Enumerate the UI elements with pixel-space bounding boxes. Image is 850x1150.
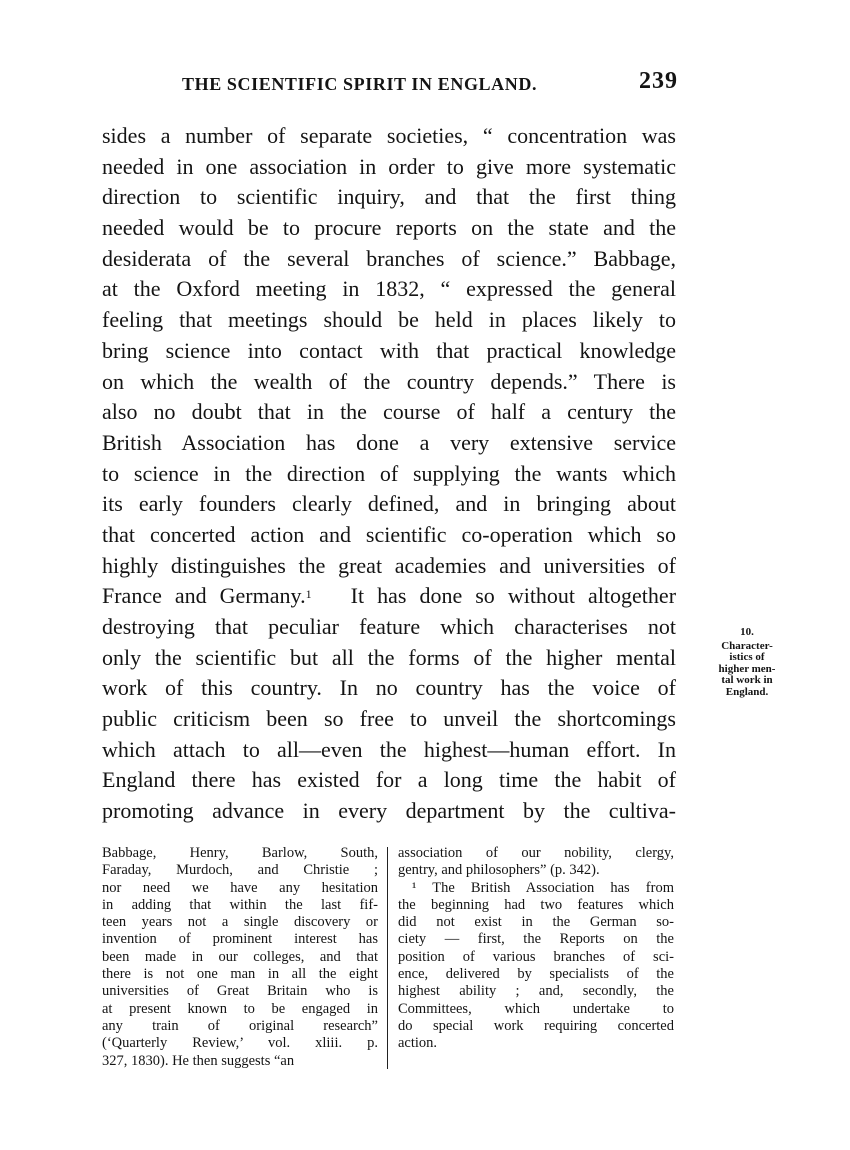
footnote-line: position of various branches of sci- bbox=[398, 948, 674, 965]
running-title: THE SCIENTIFIC SPIRIT IN ENGLAND. bbox=[182, 74, 538, 94]
footnote-line: gentry, and philosophers” (p. 342). bbox=[398, 862, 600, 879]
footnote-line: ¹ The British Association has from bbox=[412, 879, 674, 896]
body-line: on which the wealth of the country depends.” There is bbox=[102, 368, 676, 394]
marginal-note-line: higher men- bbox=[718, 662, 776, 675]
footnote-column-left bbox=[102, 845, 378, 1070]
footnote-column-right bbox=[398, 845, 674, 1053]
body-line: feeling that meetings should be held in places likely to bbox=[102, 307, 676, 333]
body-line-segment: France and Germany. bbox=[102, 583, 306, 609]
footnote-line: universities of Great Britain who is bbox=[102, 983, 378, 1000]
body-line: sides a number of separate societies, “ concentration was bbox=[102, 123, 676, 148]
footnote-line: Committees, which undertake to bbox=[398, 1000, 674, 1017]
body-line: highly distinguishes the great academies and universities of bbox=[102, 552, 676, 578]
footnote-line: ciety — first, the Reports on the bbox=[398, 931, 674, 948]
body-line: bring science into contact with that practical knowledge bbox=[102, 337, 676, 363]
footnote-line: nor need we have any hesitation bbox=[102, 879, 378, 896]
body-line: desiderata of the several branches of science.” Babbage, bbox=[102, 245, 676, 271]
marginal-note bbox=[711, 627, 783, 698]
body-line: that concerted action and scientific co-operation which so bbox=[102, 521, 676, 547]
body-line: needed would be to procure reports on the state and the bbox=[102, 215, 676, 241]
body-line: at the Oxford meeting in 1832, “ expressed the general bbox=[102, 276, 676, 302]
body-text bbox=[102, 121, 676, 827]
body-line: England there has existed for a long time the habit of bbox=[102, 767, 676, 793]
footnote-line: (‘Quarterly Review,’ vol. xliii. p. bbox=[102, 1035, 378, 1052]
body-line: to science in the direction of supplying the wants which bbox=[102, 460, 676, 486]
body-line: British Association has done a very extensive service bbox=[102, 429, 676, 455]
page-number: 239 bbox=[639, 68, 678, 94]
body-line: destroying that peculiar feature which characterises not bbox=[102, 614, 676, 639]
body-line: direction to scientific inquiry, and that the first thing bbox=[102, 184, 676, 210]
footnote-line: ence, delivered by specialists of the bbox=[398, 966, 674, 983]
body-line: also no doubt that in the course of half a century the bbox=[102, 399, 676, 425]
footnote-line: the beginning had two features which bbox=[398, 896, 674, 913]
body-line-segment: It has done so without altogether bbox=[350, 583, 677, 609]
body-line: its early founders clearly defined, and in bringing about bbox=[102, 491, 676, 517]
body-line: which attach to all—even the highest—human effort. In bbox=[102, 736, 676, 762]
footnotes bbox=[102, 845, 676, 1075]
body-line: public criticism been so free to unveil the shortcomings bbox=[102, 706, 676, 732]
footnote-reference: 1 bbox=[305, 587, 312, 602]
footnote-line: there is not one man in all the eight bbox=[102, 966, 378, 983]
body-line-with-footnote bbox=[102, 581, 676, 612]
footnote-line: invention of prominent interest has bbox=[102, 931, 378, 948]
body-line: work of this country. In no country has the voice of bbox=[102, 675, 676, 701]
body-line: only the scientific but all the forms of the higher mental bbox=[102, 644, 676, 670]
marginal-note-line: Character- bbox=[721, 639, 773, 652]
marginal-note-line: tal work in bbox=[721, 674, 773, 686]
footnote-line: any train of original research” bbox=[102, 1017, 378, 1034]
footnote-line: teen years not a single discovery or bbox=[102, 914, 378, 931]
footnote-line: at present known to be engaged in bbox=[102, 1000, 378, 1017]
marginal-note-line: England. bbox=[725, 685, 769, 698]
footnote-line: 327, 1830). He then suggests “an bbox=[102, 1052, 295, 1069]
footnote-line: association of our nobility, clergy, bbox=[398, 845, 674, 861]
footnote-line: been made in our colleges, and that bbox=[102, 948, 378, 965]
footnote-line: Faraday, Murdoch, and Christie ; bbox=[102, 862, 378, 879]
body-line: needed in one association in order to give more systematic bbox=[102, 153, 676, 179]
footnote-line: action. bbox=[398, 1035, 438, 1052]
footnote-line: did not exist in the German so- bbox=[398, 914, 674, 931]
footnote-line: do special work requiring concerted bbox=[398, 1017, 674, 1034]
body-line: promoting advance in every department by the cultiva- bbox=[102, 798, 676, 824]
marginal-note-number: 10. bbox=[740, 626, 754, 638]
marginal-note-line: istics of bbox=[729, 651, 765, 663]
footnote-column-divider bbox=[387, 847, 388, 1069]
footnote-line: highest ability ; and, secondly, the bbox=[398, 983, 674, 1000]
footnote-line: Babbage, Henry, Barlow, South, bbox=[102, 845, 378, 861]
running-head bbox=[182, 66, 682, 106]
footnote-line: in adding that within the last fif- bbox=[102, 896, 378, 913]
